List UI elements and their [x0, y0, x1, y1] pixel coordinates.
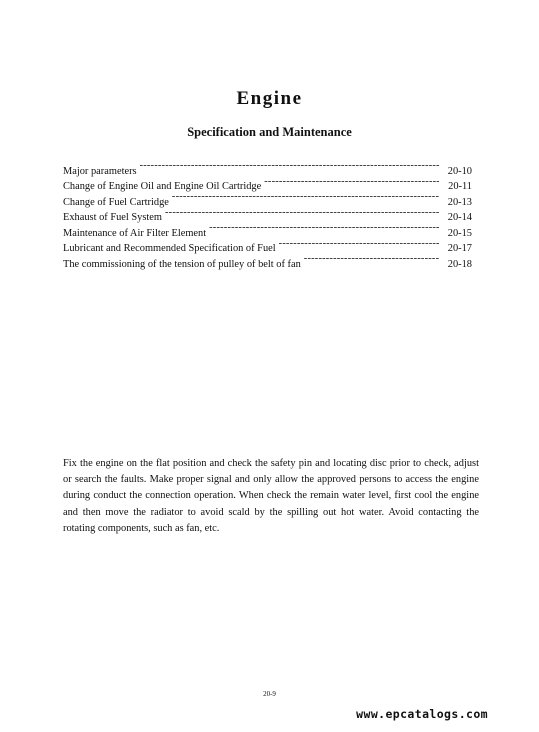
watermark: www.epcatalogs.com	[356, 707, 488, 721]
toc-entry-page: 20-10	[447, 165, 472, 177]
toc-entry-label: Exhaust of Fuel System	[63, 212, 162, 223]
toc-entry-page: 20-14	[447, 212, 472, 223]
toc-leader	[209, 220, 439, 236]
table-of-contents	[63, 158, 472, 270]
section-subtitle: Specification and Maintenance	[187, 125, 352, 139]
toc-entry-label: The commissioning of the tension of pulley of belt of fan	[63, 258, 301, 270]
toc-entry-label: Change of Engine Oil and Engine Oil Cartridge	[63, 181, 262, 192]
toc-entry-label: Change of Fuel Cartridge	[63, 196, 169, 208]
toc-entry	[63, 158, 472, 177]
toc-leader	[304, 251, 439, 267]
safety-notice-paragraph: Fix the engine on the flat position and check the safety pin and locating disc prior to check, adjust or search the faults. Make proper signal and only allow the approved persons to access the engine during conduct the connection operation. When check the remain water level, first cool the engine and then move the radiator to avoid scald by the spilling out hot water. Avoid contacting the rotating components, such as fan, etc.	[63, 458, 479, 534]
toc-entry-page: 20-13	[447, 196, 472, 208]
toc-entry-page: 20-15	[447, 227, 472, 239]
toc-entry-page: 20-17	[447, 243, 472, 254]
toc-entry-page: 20-18	[447, 258, 472, 270]
toc-entry-label: Major parameters	[63, 165, 137, 177]
page-title: Engine	[236, 88, 303, 109]
toc-entry-label: Maintenance of Air Filter Element	[63, 227, 207, 239]
toc-leader	[172, 189, 439, 205]
toc-leader	[165, 205, 439, 221]
toc-leader	[264, 174, 439, 190]
page-number: 20-9	[263, 690, 276, 698]
toc-leader	[279, 236, 439, 252]
toc-leader	[140, 158, 439, 174]
toc-entry-page: 20-11	[448, 181, 472, 192]
toc-entry-label: Lubricant and Recommended Specification of Fuel	[63, 243, 276, 254]
